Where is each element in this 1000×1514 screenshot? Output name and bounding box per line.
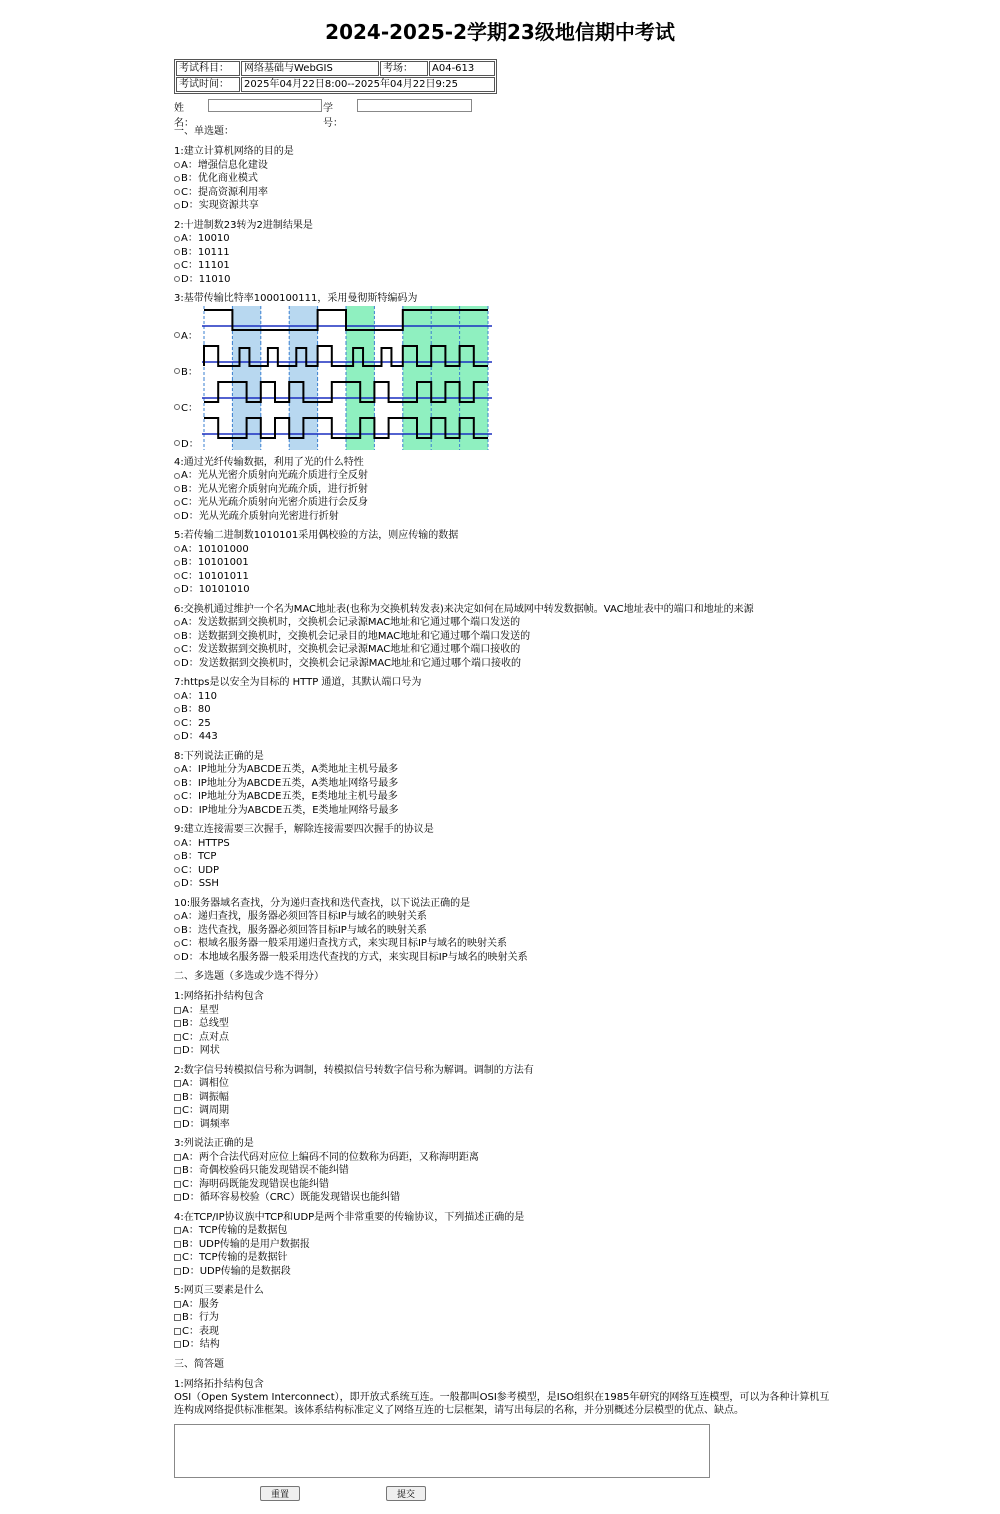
single-choice-title: 一、单选题：: [174, 126, 234, 137]
option-a[interactable]: [174, 763, 834, 777]
option-label: C：10101011: [181, 570, 249, 582]
radio-button[interactable]: [174, 720, 180, 726]
radio-button[interactable]: [174, 794, 180, 800]
option-label: D：10101010: [181, 584, 250, 595]
option-b[interactable]: [174, 342, 834, 378]
checkbox[interactable]: [174, 1020, 181, 1027]
question-text: 4:通过光纤传输数据，利用了光的什么特性: [174, 456, 364, 468]
option-c[interactable]: [174, 717, 834, 731]
name-input[interactable]: [208, 99, 322, 112]
option-b[interactable]: [174, 1311, 834, 1325]
option-a[interactable]: [174, 1151, 834, 1165]
multi-question-2: [174, 1064, 834, 1132]
room-value: A04-613: [429, 61, 495, 76]
radio-button[interactable]: [174, 660, 180, 666]
single-question-4: [174, 456, 834, 524]
option-label: A：10010: [181, 233, 230, 244]
exam-info-table: [174, 59, 497, 94]
option-label: A：HTTPS: [181, 837, 230, 849]
option-label: B：光从光密介质射向光疏介质，进行折射: [181, 483, 368, 495]
option-label: D：实现资源共享: [181, 200, 259, 211]
option-label: D：发送数据到交换机时，交换机会记录源MAC地址和它通过哪个端口接收的: [181, 657, 521, 669]
waveform-option-a: [202, 306, 492, 342]
single-question-9: [174, 823, 834, 891]
option-a[interactable]: [174, 232, 834, 246]
option-label: B：10101001: [181, 557, 249, 568]
option-b[interactable]: [174, 1164, 834, 1178]
question-text: 6:交换机通过维护一个名为MAC地址表(也称为交换机转发表)来决定如何在局域网中转发数据帧。VAC地址表中的端口和地址的来源: [174, 603, 754, 615]
radio-button[interactable]: [174, 162, 180, 168]
multi-question-5: [174, 1284, 834, 1352]
option-label: A：: [181, 331, 198, 342]
radio-button[interactable]: [174, 914, 180, 920]
name-label: 姓名：: [174, 103, 194, 129]
option-label: B：送数据到交换机时，交换机会记录目的地MAC地址和它通过哪个端口发送的: [181, 630, 531, 642]
option-label: A：IP地址分为ABCDE五类，A类地址主机号最多: [181, 764, 399, 775]
question-text: 7:https是以安全为目标的 HTTP 通道，其默认端口号为: [174, 677, 422, 688]
single-question-5: [174, 529, 834, 597]
radio-button[interactable]: [174, 767, 180, 773]
option-label: A：服务: [182, 1298, 219, 1310]
room-label: 考场：: [380, 61, 428, 76]
option-c[interactable]: [174, 496, 834, 510]
wave-highlight-bit-1: [232, 306, 260, 342]
radio-button[interactable]: [174, 927, 180, 933]
option-b[interactable]: [174, 1238, 834, 1252]
option-a[interactable]: [174, 159, 834, 173]
option-d[interactable]: [174, 1338, 834, 1352]
wave-highlight-bit-3: [289, 306, 317, 342]
radio-button[interactable]: [174, 236, 180, 242]
time-label: 考试时间：: [176, 77, 240, 92]
question-text: 5:网页三要素是什么: [174, 1285, 264, 1296]
question-text: 1:网络拓扑结构包含: [174, 991, 264, 1002]
subject-value: 网络基础与WebGIS: [241, 61, 379, 76]
option-label: B：迭代查找，服务器必须回答目标IP与域名的映射关系: [181, 924, 427, 936]
radio-button[interactable]: [174, 734, 180, 740]
option-d[interactable]: [174, 1118, 834, 1132]
option-b[interactable]: [174, 777, 834, 791]
time-value: 2025年04月22日8:00--2025年04月22日9:25: [241, 77, 495, 92]
option-label-wrap: [174, 364, 202, 378]
option-label: A：TCP传输的是数据包: [182, 1225, 288, 1236]
option-b[interactable]: [174, 246, 834, 260]
radio-button[interactable]: [174, 500, 180, 506]
option-d[interactable]: [174, 510, 834, 524]
question-text: 5:若传输二进制数1010101采用偶校验的方法，则应传输的数据: [174, 530, 459, 541]
option-label: D：IP地址分为ABCDE五类，E类地址网络号最多: [181, 804, 399, 816]
wave-highlight-bit-7: [403, 306, 431, 342]
option-c[interactable]: [174, 643, 834, 657]
radio-button[interactable]: [174, 854, 180, 860]
radio-button[interactable]: [174, 368, 180, 374]
option-label: D：调频率: [182, 1118, 230, 1130]
option-label: B：UDP传输的是用户数据报: [182, 1238, 310, 1250]
radio-button[interactable]: [174, 249, 180, 255]
single-question-3: [174, 292, 834, 450]
radio-button[interactable]: [174, 620, 180, 626]
option-d[interactable]: [174, 273, 834, 287]
option-c[interactable]: [174, 570, 834, 584]
radio-button[interactable]: [174, 176, 180, 182]
single-question-6: [174, 603, 834, 671]
checkbox[interactable]: [174, 1254, 181, 1261]
option-c[interactable]: [174, 259, 834, 273]
question-text: 2:十进制数23转为2进制结果是: [174, 219, 313, 231]
short-answer-title: 三、简答题: [174, 1358, 224, 1370]
option-label: A：10101000: [181, 543, 249, 555]
question-text: 10:服务器域名查找，分为递归查找和迭代查找，以下说法正确的是: [174, 897, 471, 909]
option-d[interactable]: [174, 657, 834, 671]
waveform-option-b: [202, 342, 492, 378]
radio-button[interactable]: [174, 473, 180, 479]
checkbox[interactable]: [174, 1121, 181, 1128]
option-label: C：11101: [181, 260, 230, 271]
option-label: D：循环容易校验（CRC）既能发现错误也能纠错: [182, 1192, 401, 1203]
radio-button[interactable]: [174, 633, 180, 639]
checkbox[interactable]: [174, 1154, 181, 1161]
option-label: B：80: [181, 704, 211, 715]
option-d[interactable]: [174, 1044, 834, 1058]
option-label: D：UDP传输的是数据段: [182, 1265, 291, 1277]
option-label: B：总线型: [182, 1018, 229, 1029]
wave-highlight-bit-9: [460, 306, 488, 342]
checkbox[interactable]: [174, 1314, 181, 1321]
question-text: 8:下列说法正确的是: [174, 750, 264, 762]
option-a[interactable]: [174, 910, 834, 924]
option-label: C：提高资源利用率: [181, 186, 268, 198]
option-label: D：结构: [182, 1339, 220, 1350]
option-label: B：优化商业模式: [181, 173, 258, 184]
option-label: A：增强信息化建设: [181, 159, 268, 171]
option-b[interactable]: [174, 1017, 834, 1031]
option-b[interactable]: [174, 630, 834, 644]
radio-button[interactable]: [174, 404, 180, 410]
radio-button[interactable]: [174, 647, 180, 653]
option-a[interactable]: [174, 306, 834, 342]
option-label: B：: [181, 367, 198, 378]
radio-button[interactable]: [174, 276, 180, 282]
radio-button[interactable]: [174, 867, 180, 873]
option-d[interactable]: [174, 730, 834, 744]
multi-question-3: [174, 1137, 834, 1205]
short-answer-text: OSI（Open System Interconnect），即开放式系统互连。一般都叫OSI参考模型，是ISO组织在1985年研究的网络互连模型，可以为各种计算机互连构成网络提供标准框架。该体系结构标准定义了网络互连的七层框架，请写出每层的名称，并分别概述分层模型的优点、缺点。: [174, 1392, 830, 1416]
option-label-wrap: [174, 400, 202, 414]
option-label-wrap: [174, 328, 202, 342]
option-a[interactable]: [174, 469, 834, 483]
option-label: B：调振幅: [182, 1091, 229, 1103]
multi-choice-title: 二、多选题（多选或少选不得分）: [174, 971, 324, 982]
student-id-input[interactable]: [357, 99, 472, 112]
checkbox[interactable]: [174, 1194, 181, 1201]
radio-button[interactable]: [174, 573, 180, 579]
option-label: D：光从光疏介质射向光密进行折射: [181, 510, 339, 522]
question-text: 1:建立计算机网络的目的是: [174, 146, 294, 157]
option-c[interactable]: [174, 1325, 834, 1339]
option-c[interactable]: [174, 186, 834, 200]
checkbox[interactable]: [174, 1241, 181, 1248]
option-b[interactable]: [174, 172, 834, 186]
question-text: 9:建立连接需要三次握手，解除连接需要四次握手的协议是: [174, 824, 434, 835]
answer-textarea[interactable]: [174, 1424, 710, 1478]
radio-button[interactable]: [174, 707, 180, 713]
option-b[interactable]: [174, 556, 834, 570]
option-c[interactable]: [174, 864, 834, 878]
option-label: D：: [181, 439, 199, 450]
radio-button[interactable]: [174, 941, 180, 947]
option-label: D：SSH: [181, 878, 219, 889]
radio-button[interactable]: [174, 693, 180, 699]
option-label: C：点对点: [182, 1031, 229, 1043]
option-c[interactable]: [174, 1251, 834, 1265]
radio-button[interactable]: [174, 189, 180, 195]
option-a[interactable]: [174, 616, 834, 630]
checkbox[interactable]: [174, 1341, 181, 1348]
radio-button[interactable]: [174, 332, 180, 338]
student-id-label: 学号：: [323, 103, 343, 129]
question-text: 2:数字信号转模拟信号称为调制，转模拟信号转数字信号称为解调。调制的方法有: [174, 1064, 534, 1076]
option-label: D：443: [181, 731, 218, 742]
radio-button[interactable]: [174, 881, 180, 887]
single-question-8: [174, 750, 834, 818]
option-label: B：IP地址分为ABCDE五类，A类地址网络号最多: [181, 777, 399, 789]
option-label: A：光从光密介质射向光疏介质进行全反射: [181, 470, 368, 481]
option-d[interactable]: [174, 951, 834, 965]
single-question-2: [174, 219, 834, 287]
option-label: B：行为: [182, 1312, 219, 1323]
option-d[interactable]: [174, 1191, 834, 1205]
option-a[interactable]: [174, 690, 834, 704]
radio-button[interactable]: [174, 807, 180, 813]
radio-button[interactable]: [174, 486, 180, 492]
multi-choice-list: [174, 990, 834, 1352]
option-label: D：本地域名服务器一般采用迭代查找的方式，来实现目标IP与域名的映射关系: [181, 951, 528, 963]
radio-button[interactable]: [174, 513, 180, 519]
option-label: C：光从光疏介质射向光密介质进行会反身: [181, 497, 368, 508]
single-question-10: [174, 897, 834, 965]
checkbox[interactable]: [174, 1034, 181, 1041]
option-label: C：根域名服务器一般采用递归查找方式，来实现目标IP与域名的映射关系: [181, 938, 507, 949]
wave-highlight-bit-8: [431, 306, 459, 342]
checkbox[interactable]: [174, 1227, 181, 1234]
waveform-option-c: [202, 378, 492, 414]
option-label: A：两个合法代码对应位上编码不同的位数称为码距，又称海明距离: [182, 1151, 479, 1163]
multi-question-4: [174, 1211, 834, 1279]
waveform-option-d: [202, 414, 492, 450]
wave-highlight-bit-5: [346, 306, 374, 342]
radio-button[interactable]: [174, 546, 180, 552]
question-text: 4:在TCP/IP协议族中TCP和UDP是两个非常重要的传输协议，下列描述正确的是: [174, 1211, 525, 1223]
option-label: A：110: [181, 690, 217, 702]
radio-button[interactable]: [174, 954, 180, 960]
option-a[interactable]: [174, 1224, 834, 1238]
option-a[interactable]: [174, 1077, 834, 1091]
checkbox[interactable]: [174, 1268, 181, 1275]
page-title: 2024-2025-2学期23级地信期中考试: [325, 20, 675, 44]
checkbox[interactable]: [174, 1080, 181, 1087]
option-label-wrap: [174, 436, 202, 450]
option-label: C：海明码既能发现错误也能纠错: [182, 1178, 329, 1190]
option-label: B：10111: [181, 246, 230, 258]
single-choice-list: [174, 145, 834, 964]
radio-button[interactable]: [174, 780, 180, 786]
option-label: A：递归查找，服务器必须回答目标IP与域名的映射关系: [181, 911, 427, 922]
single-question-1: [174, 145, 834, 213]
option-b[interactable]: [174, 1091, 834, 1105]
option-label: C：调周期: [182, 1105, 229, 1116]
option-a[interactable]: [174, 1298, 834, 1312]
radio-button[interactable]: [174, 587, 180, 593]
radio-button[interactable]: [174, 263, 180, 269]
option-c[interactable]: [174, 1178, 834, 1192]
option-label: C：表现: [182, 1325, 219, 1337]
option-label: D：网状: [182, 1045, 220, 1056]
option-c[interactable]: [174, 790, 834, 804]
radio-button[interactable]: [174, 440, 180, 446]
question-text: 3:列说法正确的是: [174, 1138, 254, 1149]
option-b[interactable]: [174, 850, 834, 864]
checkbox[interactable]: [174, 1328, 181, 1335]
option-label: B：奇偶校验码只能发现错误不能纠错: [182, 1165, 349, 1176]
option-d[interactable]: [174, 414, 834, 450]
option-d[interactable]: [174, 1265, 834, 1279]
option-c[interactable]: [174, 378, 834, 414]
checkbox[interactable]: [174, 1167, 181, 1174]
subject-label: 考试科目：: [176, 61, 240, 76]
option-d[interactable]: [174, 804, 834, 818]
checkbox[interactable]: [174, 1301, 181, 1308]
option-label: A：星型: [182, 1004, 219, 1016]
option-c[interactable]: [174, 937, 834, 951]
checkbox[interactable]: [174, 1107, 181, 1114]
option-label: C：25: [181, 717, 211, 729]
option-label: C：发送数据到交换机时，交换机会记录源MAC地址和它通过哪个端口接收的: [181, 644, 521, 655]
option-label: C：IP地址分为ABCDE五类，E类地址主机号最多: [181, 791, 398, 802]
radio-button[interactable]: [174, 203, 180, 209]
short-answer-question: 1:网络拓扑结构包含: [174, 1378, 264, 1390]
option-d[interactable]: [174, 199, 834, 213]
option-c[interactable]: [174, 1104, 834, 1118]
checkbox[interactable]: [174, 1007, 181, 1014]
option-b[interactable]: [174, 483, 834, 497]
reset-button[interactable]: 重置: [260, 1486, 300, 1501]
option-label: C：UDP: [181, 864, 220, 876]
option-d[interactable]: [174, 583, 834, 597]
option-a[interactable]: [174, 837, 834, 851]
option-d[interactable]: [174, 877, 834, 891]
option-label: D：11010: [181, 273, 231, 285]
question-text: 3:基带传输比特率1000100111，采用曼彻斯特编码为: [174, 293, 418, 304]
checkbox[interactable]: [174, 1094, 181, 1101]
option-a[interactable]: [174, 1004, 834, 1018]
multi-question-1: [174, 990, 834, 1058]
option-label: A：发送数据到交换机时，交换机会记录源MAC地址和它通过哪个端口发送的: [181, 617, 521, 628]
single-question-7: [174, 676, 834, 744]
option-c[interactable]: [174, 1031, 834, 1045]
form-buttons: [174, 1486, 834, 1510]
option-b[interactable]: [174, 703, 834, 717]
radio-button[interactable]: [174, 840, 180, 846]
option-label: A：调相位: [182, 1078, 229, 1089]
checkbox[interactable]: [174, 1047, 181, 1054]
exam-body: [174, 121, 834, 1510]
submit-button[interactable]: 提交: [386, 1486, 426, 1501]
option-b[interactable]: [174, 924, 834, 938]
radio-button[interactable]: [174, 560, 180, 566]
option-label: B：TCP: [181, 851, 217, 862]
option-a[interactable]: [174, 543, 834, 557]
checkbox[interactable]: [174, 1181, 181, 1188]
option-label: C：TCP传输的是数据针: [182, 1252, 288, 1263]
option-label: C：: [181, 403, 198, 414]
